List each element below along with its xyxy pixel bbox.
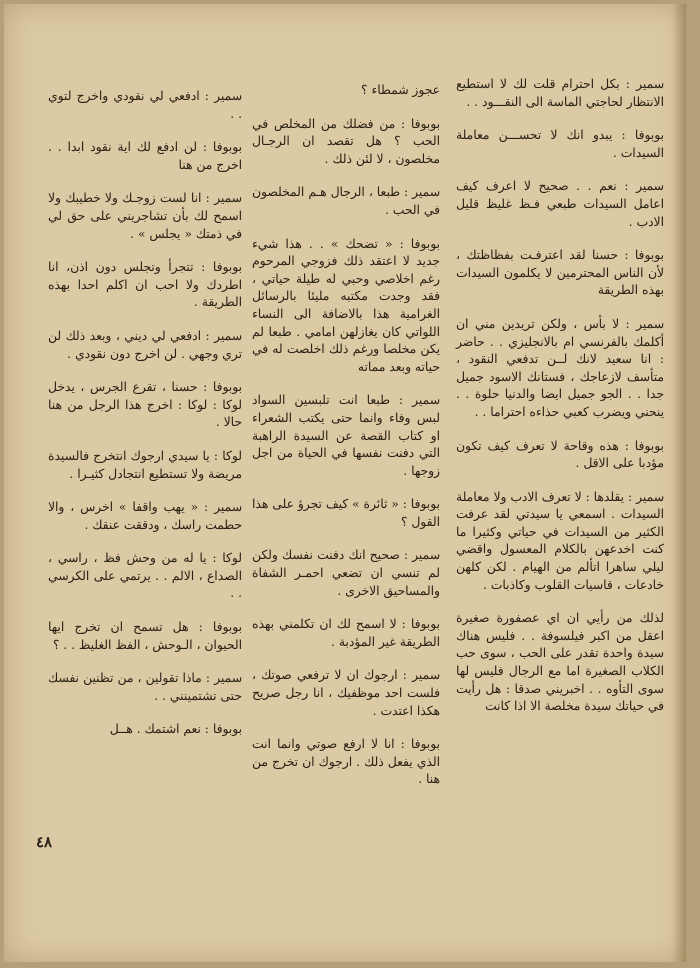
paragraph: بوبوفا : حسنا لقد اعترفـت بفظاظتك ، لأن الناس المحترمين لا يكلمون السيدات بهذه الطريقة [456, 248, 664, 298]
text-column-right [456, 76, 664, 732]
paragraph: بوبوفا : « ثائرة » كيف تجرؤ على هذا القول ؟ [252, 497, 440, 529]
paragraph: بوبوفا : « تضحك » . . هذا شيء جديد لا اعتقد ذلك فزوجي المرحوم رغم اخلاصي وحبي له طيلة حياتي ، فقد وجدت مكتبه مليئا بالرسائل الغرامية هذا بالاضافة الى النساء اللواتي كان يغازلهن امامي . طبعا لم يكن مخلصا ورغم ذلك اخلصت له في حياته وبعد مماته [252, 236, 440, 374]
paragraph: سمير : ماذا تقولين ، من تظنين نفسك حتى تشتمينني . . [48, 671, 242, 703]
paragraph: سمير : طبعا ، الرجال هـم المخلصون في الحب . [252, 185, 440, 217]
paragraph: سمير : ادفعي لي نقودي واخرج لتوي . . [48, 89, 242, 121]
paragraph: سمير : طبعا انت تلبسين السواد لبس وفاء وانما حتى يكتب الشعراء او كتاب القصة عن السيدة الراهبة التي دفنت نفسها في الحياة من اجل زوجها . [252, 393, 440, 478]
paragraph: سمير : « يهب واقفا » اخرس ، والا حطمت راسك ، ودققت عنقك . [48, 500, 242, 532]
paragraph: لذلك من رأيي ان اي عصفورة صغيرة اعقل من اكبر فيلسوفة . . فليس هناك سيدة واحدة تقدر على الحب ، سوى حب الكلاب الصغيرة اما مع الرجال فليس لها سوى التأوه . . اخبريني صدقا : هل رأيت في حياتك سيدة مخلصة الا اذا كانت [456, 611, 664, 714]
magazine-page [4, 4, 686, 962]
paragraph: بوبوفا : يبدو انك لا تحســـن معاملة السيدات . [456, 128, 664, 160]
paragraph: بوبوفا : نعم اشتمك . هــل [109, 722, 242, 737]
paragraph: لوكا : يا له من وحش فظ ، راسي ، الصداع ، الالم . . يرتمي على الكرسي . . [48, 551, 242, 601]
paragraph: سمير : ارجوك ان لا ترفعي صوتك ، فلست احد موظفيك ، انا رجل صريح هكذا اعتدت . [252, 668, 440, 718]
paragraph: سمير : يقلدها : لا تعرف الادب ولا معاملة السيدات . اسمعي يا سيدتي لقد عرفت الكثير من السيدات في حياتي وكثيرا ما كنت اخدعهن بالكلام المعسول واقضي ليلي ساهرا اتألم من الهيام . لكن كلهن خادعات ، قاسيات القلوب وكاذبات . [456, 489, 664, 592]
paragraph: بوبوفا : لن ادفع لك اية نقود ابدا . . اخرج من هنا [48, 140, 242, 172]
paragraph: سمير : صحيح انك دفنت نفسك ولكن لم تنسي ان تضعي احمـر الشفاة والمساحيق الاخرى . [252, 548, 440, 598]
paragraph: سمير : لا بأس ، ولكن تريدين مني ان أكلمك بالفرنسي ام بالانجليزي . . حاضر : انا سعيد لانك لــن تدفعي النقود ، متأسف لازعاجك ، فستانك الاسود جميل جدا . . الجو جميل ايضا والدنيا حلوة . . ينحني ويضرب كعبي حذاءه احتراما . . [456, 316, 664, 419]
paragraph: بوبوفا : من فضلك من المخلص في الحب ؟ هل تقصد ان الرجـال مخلصون ، لا لئن ذلك . [252, 116, 440, 166]
paragraph: بوبوفا : تتجرأ وتجلس دون اذن، انا اطردك ولا احب ان اكلم احدا بهذه الطريقة . [48, 260, 242, 310]
paragraph: بوبوفا : لا اسمح لك ان تكلمني بهذه الطريقة غير المؤدبة . [252, 617, 440, 649]
paragraph: عجوز شمطاء ؟ [361, 83, 440, 97]
paragraph: بوبوفا : حسنا ، تقرع الجرس ، يدخل لوكا : لوكا : اخرج هذا الرجل من هنا حالا . [48, 380, 242, 430]
paragraph: بوبوفا : هذه وقاحة لا تعرف كيف تكون مؤدبا على الاقل . [456, 438, 664, 471]
paragraph: سمير : بكل احترام قلت لك لا استطيع الانتظار لحاجتي الماسة الى النقـــود . . [456, 77, 664, 109]
text-column-left [48, 88, 242, 755]
paragraph: بوبوفا : انا لا ارفع صوتي وانما انت الذي يفعل ذلك . ارجوك ان تخرج من هنا . [252, 737, 440, 787]
paragraph: بوبوفا : هل تسمح ان تخرج ايها الحيوان ، الـوحش ، الفظ الغليظ . . ؟ [48, 620, 242, 652]
page-number: ٤٨ [36, 833, 53, 851]
paragraph: سمير : نعم . . صحيح لا اعرف كيف اعامل السيدات طبعي فـظ غليظ قليل الادب . [456, 179, 664, 229]
text-column-middle [252, 82, 440, 805]
paragraph: سمير : ادفعي لي ديني ، وبعد ذلك لن تري وجهي . لن اخرج دون نقودي . [48, 328, 242, 361]
paragraph: سمير : انا لست زوجـك ولا خطيبك ولا اسمح لك بأن تشاجريني على حق لي في ذمتك « يجلس » . [48, 191, 242, 241]
paragraph: لوكا : يا سيدي ارجوك انتخرج فالسيدة مريضة ولا تستطيع انتجادل كثيـرا . [48, 448, 242, 481]
